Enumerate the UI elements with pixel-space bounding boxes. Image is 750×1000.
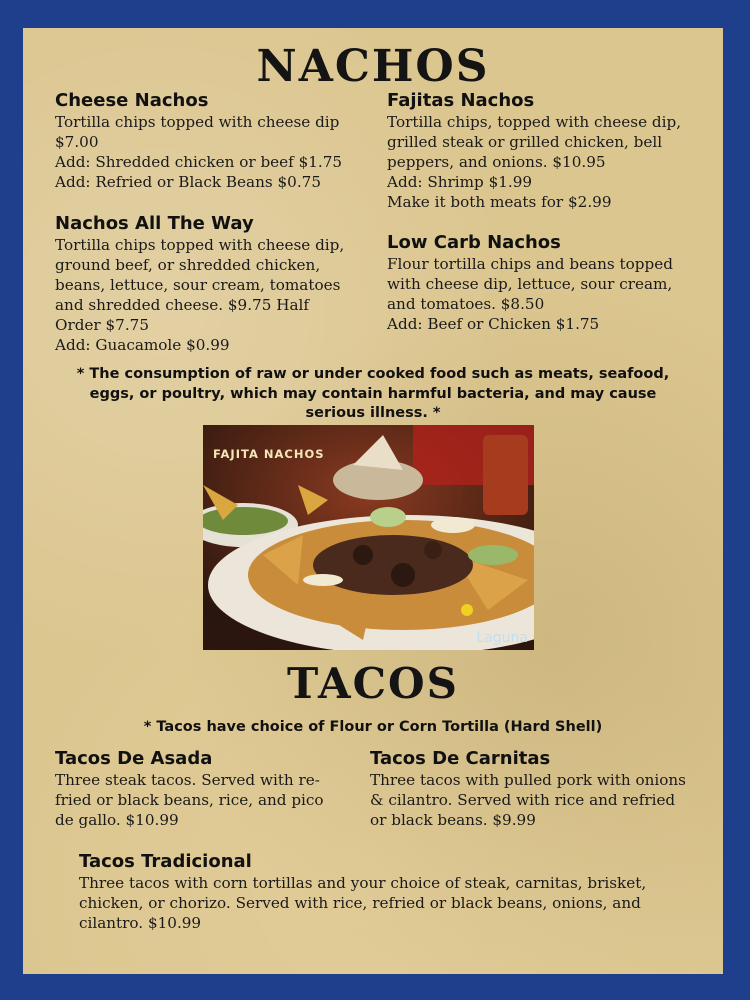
item-description: beans, lettuce, sour cream, tomatoes [55, 276, 341, 294]
item-name: Low Carb Nachos [387, 232, 561, 253]
item-price: $7.00 [55, 133, 99, 151]
item-price: or black beans. $9.99 [370, 811, 536, 829]
item-price: cilantro. $10.99 [79, 914, 202, 932]
item-name: Cheese Nachos [55, 90, 209, 111]
item-description: Three tacos with corn tortillas and your choice of steak, carnitas, brisket, [79, 874, 647, 892]
item-description: and shredded cheese. $9.75 Half [55, 296, 309, 314]
item-addon: Add: Beef or Chicken $1.75 [387, 315, 600, 333]
item-description: & cilantro. Served with rice and refried [370, 791, 676, 809]
menu-page [23, 28, 723, 974]
item-description: Tortilla chips topped with cheese dip [55, 113, 340, 131]
notice-line: * The consumption of raw or under cooked food such as meats, seafood, [76, 366, 670, 382]
restaurant-logo: Laguna [476, 630, 528, 646]
item-description: Three tacos with pulled pork with onions [370, 771, 686, 789]
tortilla-choice-note: * Tacos have choice of Flour or Corn Tortilla (Hard Shell) [143, 719, 603, 735]
item-description: peppers, and onions. $10.95 [387, 153, 606, 171]
menu-item-fajitas-nachos [387, 90, 681, 212]
item-price: de gallo. $10.99 [55, 811, 179, 829]
item-addon: Add: Guacamole $0.99 [55, 336, 230, 354]
item-description: Three steak tacos. Served with re- [55, 771, 320, 789]
item-description: with cheese dip, lettuce, sour cream, [387, 275, 673, 293]
item-description: Tortilla chips, topped with cheese dip, [387, 113, 682, 131]
fajita-nachos-photo [203, 425, 534, 650]
item-addon: Add: Shredded chicken or beef $1.75 [55, 153, 343, 171]
photo-caption: FAJITA NACHOS [213, 447, 325, 461]
item-description: chicken, or chorizo. Served with rice, refried or black beans, onions, and [79, 894, 641, 912]
item-addon: Add: Refried or Black Beans $0.75 [55, 173, 321, 191]
item-description: and tomatoes. $8.50 [387, 295, 545, 313]
item-description: ground beef, or shredded chicken, [55, 256, 321, 274]
menu-item-nachos-all-the-way [55, 213, 344, 355]
item-addon: Add: Shrimp $1.99 [387, 173, 533, 191]
item-description: fried or black beans, rice, and pico [55, 791, 324, 809]
menu-item-cheese-nachos [55, 90, 342, 192]
item-name: Tacos Tradicional [79, 851, 252, 872]
nachos-heading: NACHOS [256, 41, 490, 92]
notice-line: eggs, or poultry, which may contain harmful bacteria, and may cause [89, 385, 657, 402]
item-description: grilled steak or grilled chicken, bell [387, 133, 663, 151]
item-price: Order $7.75 [55, 316, 149, 334]
menu-item-tacos-tradicional [79, 851, 646, 933]
menu-item-tacos-de-carnitas [370, 748, 686, 830]
item-description: Tortilla chips topped with cheese dip, [55, 236, 345, 254]
item-description: Flour tortilla chips and beans topped [387, 255, 673, 273]
item-name: Tacos De Asada [55, 748, 213, 769]
item-name: Fajitas Nachos [387, 90, 535, 111]
item-name: Nachos All The Way [55, 213, 254, 234]
item-name: Tacos De Carnitas [370, 748, 551, 769]
food-safety-notice [23, 365, 723, 424]
tacos-heading: TACOS [287, 659, 459, 708]
menu-item-tacos-de-asada [55, 748, 324, 830]
menu-item-low-carb-nachos [387, 232, 673, 334]
notice-line: serious illness. * [305, 405, 441, 421]
item-addon: Make it both meats for $2.99 [387, 193, 612, 211]
